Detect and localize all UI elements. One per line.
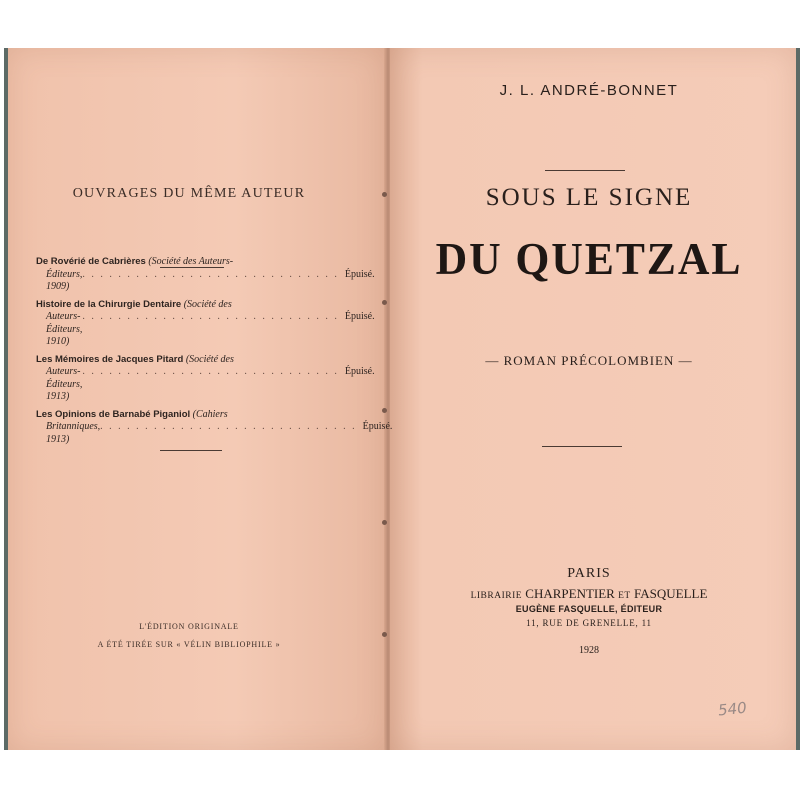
publisher-address: 11, RUE DE GRENELLE, 11 <box>526 618 652 628</box>
binding-stitch <box>382 408 387 413</box>
work-publisher-cont: Auteurs-Éditeurs, 1910) <box>46 311 83 347</box>
work-publisher: (Cahiers <box>192 408 228 420</box>
author-rule <box>545 170 625 171</box>
work-publisher: (Société des <box>185 353 234 365</box>
work-publisher-cont: Auteurs-Éditeurs, 1913) <box>46 366 83 402</box>
other-works-list <box>36 256 393 451</box>
binding-stitch <box>382 632 387 637</box>
leader-dots: . . . . . . . . . . . . . . . . . . . . . . . . . . . . . <box>82 311 339 322</box>
work-title: Histoire de la Chirurgie Dentaire <box>36 298 182 310</box>
work-title: Les Mémoires de Jacques Pitard <box>36 353 184 365</box>
book-title-line1: SOUS LE SIGNE <box>485 184 693 211</box>
publisher-line <box>386 586 792 602</box>
publisher-prefix: LIBRAIRIE <box>470 591 523 601</box>
work-item <box>36 298 375 349</box>
leader-dots: . . . . . . . . . . . . . . . . . . . . . . . . . . . . . <box>82 366 339 377</box>
work-publisher: (Société des <box>183 298 232 310</box>
work-item <box>36 353 375 404</box>
work-item <box>36 256 375 294</box>
publisher-city: PARIS <box>567 566 611 581</box>
other-works-heading: OUVRAGES DU MÊME AUTEUR <box>72 186 306 201</box>
genre-subtitle: — ROMAN PRÉCOLOMBIEN — <box>485 353 693 368</box>
edition-note-line2: A ÉTÉ TIRÉE SUR « VÉLIN BIBLIOPHILE » <box>97 640 281 649</box>
publisher-name-2: FASQUELLE <box>633 586 708 601</box>
publisher-joiner: ET <box>618 591 631 601</box>
work-title: De Rovérié de Cabrières <box>36 256 146 267</box>
work-status: Épuisé. <box>344 366 375 377</box>
edition-note-line1: L'ÉDITION ORIGINALE <box>139 622 239 631</box>
pencil-annotation: 540 <box>717 698 748 720</box>
work-title: Les Opinions de Barnabé Piganiol <box>36 408 191 420</box>
leader-dots: . . . . . . . . . . . . . . . . . . . . . . . . . . . . . <box>82 268 339 280</box>
list-end-rule <box>160 450 222 451</box>
work-status: Épuisé. <box>344 268 375 280</box>
work-status: Épuisé. <box>344 311 375 322</box>
publication-year: 1928 <box>579 645 599 656</box>
book-title-line2: DU QUETZAL <box>435 233 743 284</box>
work-publisher: (Société des Auteurs- <box>148 256 234 267</box>
work-item <box>36 408 393 447</box>
publisher-name: CHARPENTIER <box>525 586 615 601</box>
leader-dots: . . . . . . . . . . . . . . . . . . . . . . . . . . . . . <box>100 421 357 432</box>
binding-stitch <box>382 300 387 305</box>
binding-stitch <box>382 520 387 525</box>
work-publisher-cont: Éditeurs, 1909) <box>46 268 83 292</box>
work-publisher-cont: Britanniques, 1913) <box>46 421 101 445</box>
work-status: Épuisé. <box>362 421 393 432</box>
genre-rule <box>542 446 622 447</box>
author-name: J. L. ANDRÉ-BONNET <box>499 82 679 99</box>
publisher-editor: EUGÈNE FASQUELLE, ÉDITEUR <box>515 604 663 614</box>
